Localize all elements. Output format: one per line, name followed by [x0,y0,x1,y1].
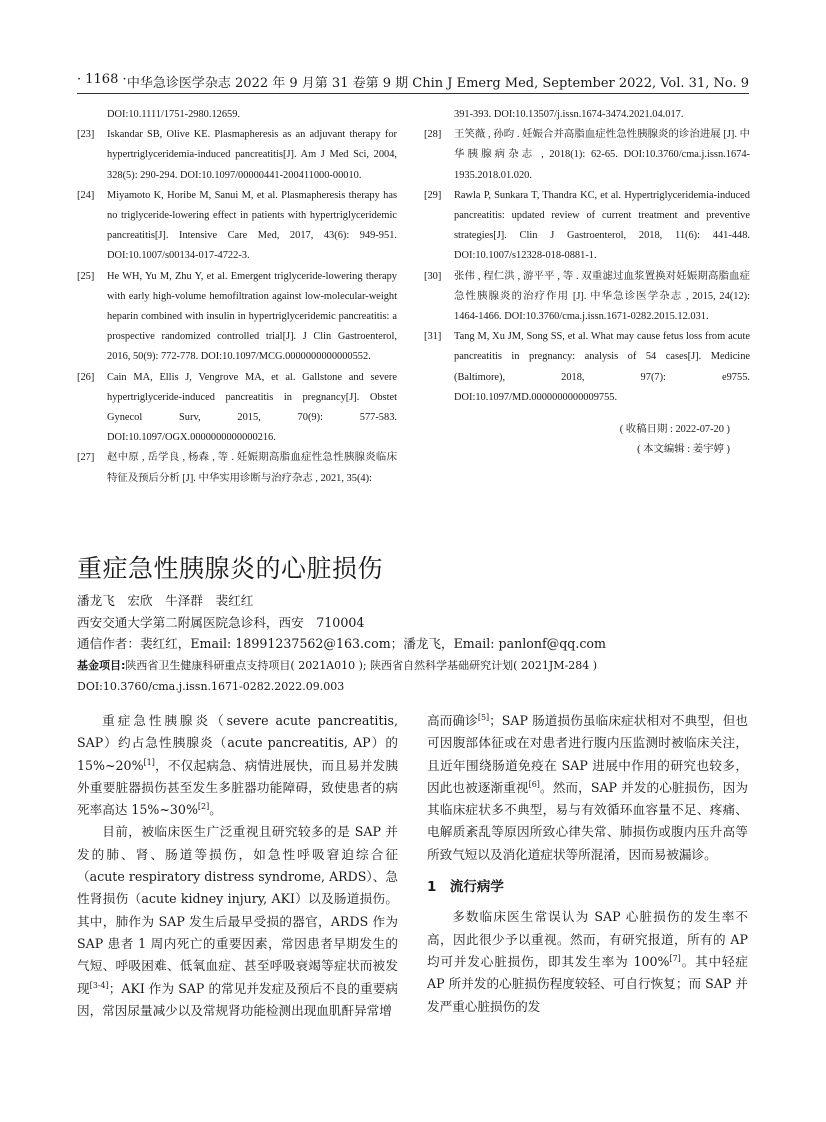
header-rule [77,93,749,94]
funding [77,655,757,677]
received-date: ( 收稿日期 : 2022-07-20 ) [619,424,730,436]
body-left-column [77,710,398,1022]
paragraph: 多数临床医生常误认为 SAP 心脏损伤的发生率不高，因此很少予以重视。然而，有研究报道，所有的 AP 均可并发心脏损伤，即其发生率为 100%[7]。其中轻症 AP 所并发的心脏损伤程度较轻、可自行恢复；而 SAP 并发严重心脏损伤的发 [427,909,748,1014]
funding-text: 陕西省卫生健康科研重点支持项目( 2021A010 ); 陕西省自然科学基础研究计划( 2021JM-284 ) [125,658,598,672]
section-heading: 1 流行病学 [427,879,504,896]
reference-item: 391-393. DOI:10.13507/j.issn.1674-3474.2021.04.017. [454,109,684,120]
reference-item: [25] He WH, Yu M, Zhu Y, et al. Emergent triglyceride-lowering therapy with early high-volume hemofiltration against low-molecular-weight heparin combined with insulin in hypertriglyceridemic pancreatitis: a prospective randomized controlled trial[J]. J Clin Gastroenterol, 2016, 50(9): 772-778. DOI:10.1097/MCG.0000000000000552. [77,270,397,363]
editor-note: ( 本文编辑 : 姜宇婷 ) [637,444,730,456]
reference-item: [26] Cain MA, Ellis J, Vengrove MA, et al. Gallstone and severe hypertriglyceride-induced pancreatitis in pregnancy[J]. Obstet Gynecol Surv, 2015, 70(9): 577-583. DOI:10.1097/OGX.0000000000000216. [77,371,397,444]
page-number: · 1168 · [77,72,127,87]
reference-item: DOI:10.1111/1751-2980.12659. [107,109,241,120]
reference-item: [23] Iskandar SB, Olive KE. Plasmapheresis as an adjuvant therapy for hypertriglyceridemia-induced pancreatitis[J]. Am J Med Sci, 2004, 328(5): 290-294. DOI:10.1097/00000441-200411000-00010. [77,129,397,181]
reference-item: [29] Rawla P, Sunkara T, Thandra KC, et al. Hypertriglyceridemia-induced pancreatitis: updated review of current treatment and preventive strategies[J]. Clin J Gastroenterol, 2018, 11(6): 441-448. DOI:10.1007/s12328-018-0881-1. [424,189,750,262]
page-header [77,72,749,92]
references-right-column [424,105,750,460]
body-right-column [427,710,748,1018]
paragraph: 目前，被临床医生广泛重视且研究较多的是 SAP 并发的肺、肾、肠道等损伤，如急性呼吸窘迫综合征（acute respiratory distress syndrome, ARDS）、急性肾损伤（acute kidney injury, AKI）以及肠道损伤。其中，肺作为 SAP 发生后最早受损的器官，ARDS 作为 SAP 患者 1 周内死亡的重要因素，常因患者早期发生的气短、呼吸困难、低氧血症、甚至呼吸衰竭等症状而被发现[3-4]；AKI 作为 SAP 的常见并发症及预后不良的重要病因，常因尿量减少以及常规肾功能检测出现血肌酐异常增 [77,824,398,1018]
reference-item: [27] 赵中原 , 岳学良 , 杨森 , 等 . 妊娠期高脂血症性急性胰腺炎临床特征及预后分析 [J]. 中华实用诊断与治疗杂志 , 2021, 35(4): [77,452,397,484]
affiliation: 西安交通大学第二附属医院急诊科，西安 710004 [77,614,365,630]
paragraph: 重症急性胰腺炎（severe acute pancreatitis, SAP）约占急性胰腺炎（acute pancreatitis, AP）的 15%~20%[1]，不仅起病急、病情进展快，而且易并发胰外重要脏器损伤甚至发生多脏器功能障碍，致使患者的病死率高达 15%~30%[2]。 [77,713,398,818]
journal-citation: 中华急诊医学杂志 2022 年 9 月第 31 卷第 9 期 Chin J Emerg Med, September 2022, Vol. 31, No. 9 [126,76,749,91]
reference-item: [24] Miyamoto K, Horibe M, Sanui M, et al. Plasmapheresis therapy has no triglyceride-lowering effect in patients with hypertriglyceridemic pancreatitis[J]. Intensive Care Med, 2017, 43(6): 949-951. DOI:10.1007/s00134-017-4722-3. [77,189,397,262]
reference-item: [28] 王笑薇 , 孙昀 . 妊娠合并高脂血症性急性胰腺炎的诊治进展 [J]. 中华胰腺病杂志 , 2018(1): 62-65. DOI:10.3760/cma.j.issn.1674-1935.2018.01.020. [424,129,750,181]
article-meta [77,590,757,698]
article-title: 重症急性胰腺炎的心脏损伤 [77,553,384,583]
paragraph: 高而确诊[5]；SAP 肠道损伤虽临床症状相对不典型，但也可因腹部体征或在对患者进行腹内压监测时被临床关注，且近年围绕肠道免疫在 SAP 进展中作用的研究也较多，因此也被逐渐重视[6]。然而，SAP 并发的心脏损伤，因为其临床症状多不典型，易与有效循环血容量不足、疼痛、电解质紊乱等原因所致心律失常、肺损伤或腹内压升高等所致气短以及消化道症状等所混淆，因而易被漏诊。 [427,712,749,862]
reference-item: [30] 张伟 , 程仁洪 , 游平平 , 等 . 双重滤过血浆置换对妊娠期高脂血症急性胰腺炎的治疗作用 [J]. 中华急诊医学杂志 , 2015, 24(12): 1464-1466. DOI:10.3760/cma.j.issn.1671-0282.2015.12.031. [424,270,750,323]
references-left-column [77,105,397,489]
funding-label: 基金项目: [77,658,126,672]
authors: 潘龙飞 宏欣 牛泽群 裴红红 [77,593,254,608]
reference-item: [31] Tang M, Xu JM, Song SS, et al. What may cause fetus loss from acute pancreatitis in pregnancy: analysis of 54 cases[J]. Medicine (Baltimore), 2018, 97(7): e9755. DOI:10.1097/MD.0000000000009755. [424,331,750,403]
corresponding-author: 通信作者：裴红红，Email: 18991237562@163.com；潘龙飞，Email: panlonf@qq.com [77,636,606,651]
article-doi: DOI:10.3760/cma.j.issn.1671-0282.2022.09.003 [77,680,345,693]
